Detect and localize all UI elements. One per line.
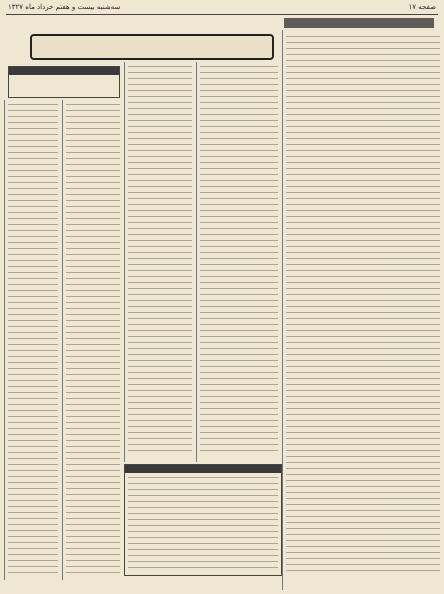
text-block: [200, 66, 278, 456]
text-block: [128, 477, 278, 571]
column-3: [124, 62, 195, 462]
text-block: [66, 104, 120, 574]
header-rule: [6, 14, 438, 15]
text-block: [8, 104, 58, 574]
notice-box-header: [125, 465, 281, 473]
column-2: [62, 100, 123, 580]
text-block: [286, 36, 440, 576]
column-right: [282, 30, 443, 590]
issue-date: سه‌شنبه بیست و هفتم خرداد ماه ۱۳۲۷: [8, 3, 121, 11]
notice-box: [124, 464, 282, 576]
right-column-title: [284, 18, 434, 28]
column-4: [196, 62, 281, 462]
page-number: صفحه ۱۷: [408, 3, 436, 11]
column-1: [4, 100, 61, 580]
ad-box: [8, 66, 120, 98]
ad-box-header: [9, 67, 119, 75]
text-block: [128, 66, 192, 456]
section-banner: [30, 34, 274, 60]
